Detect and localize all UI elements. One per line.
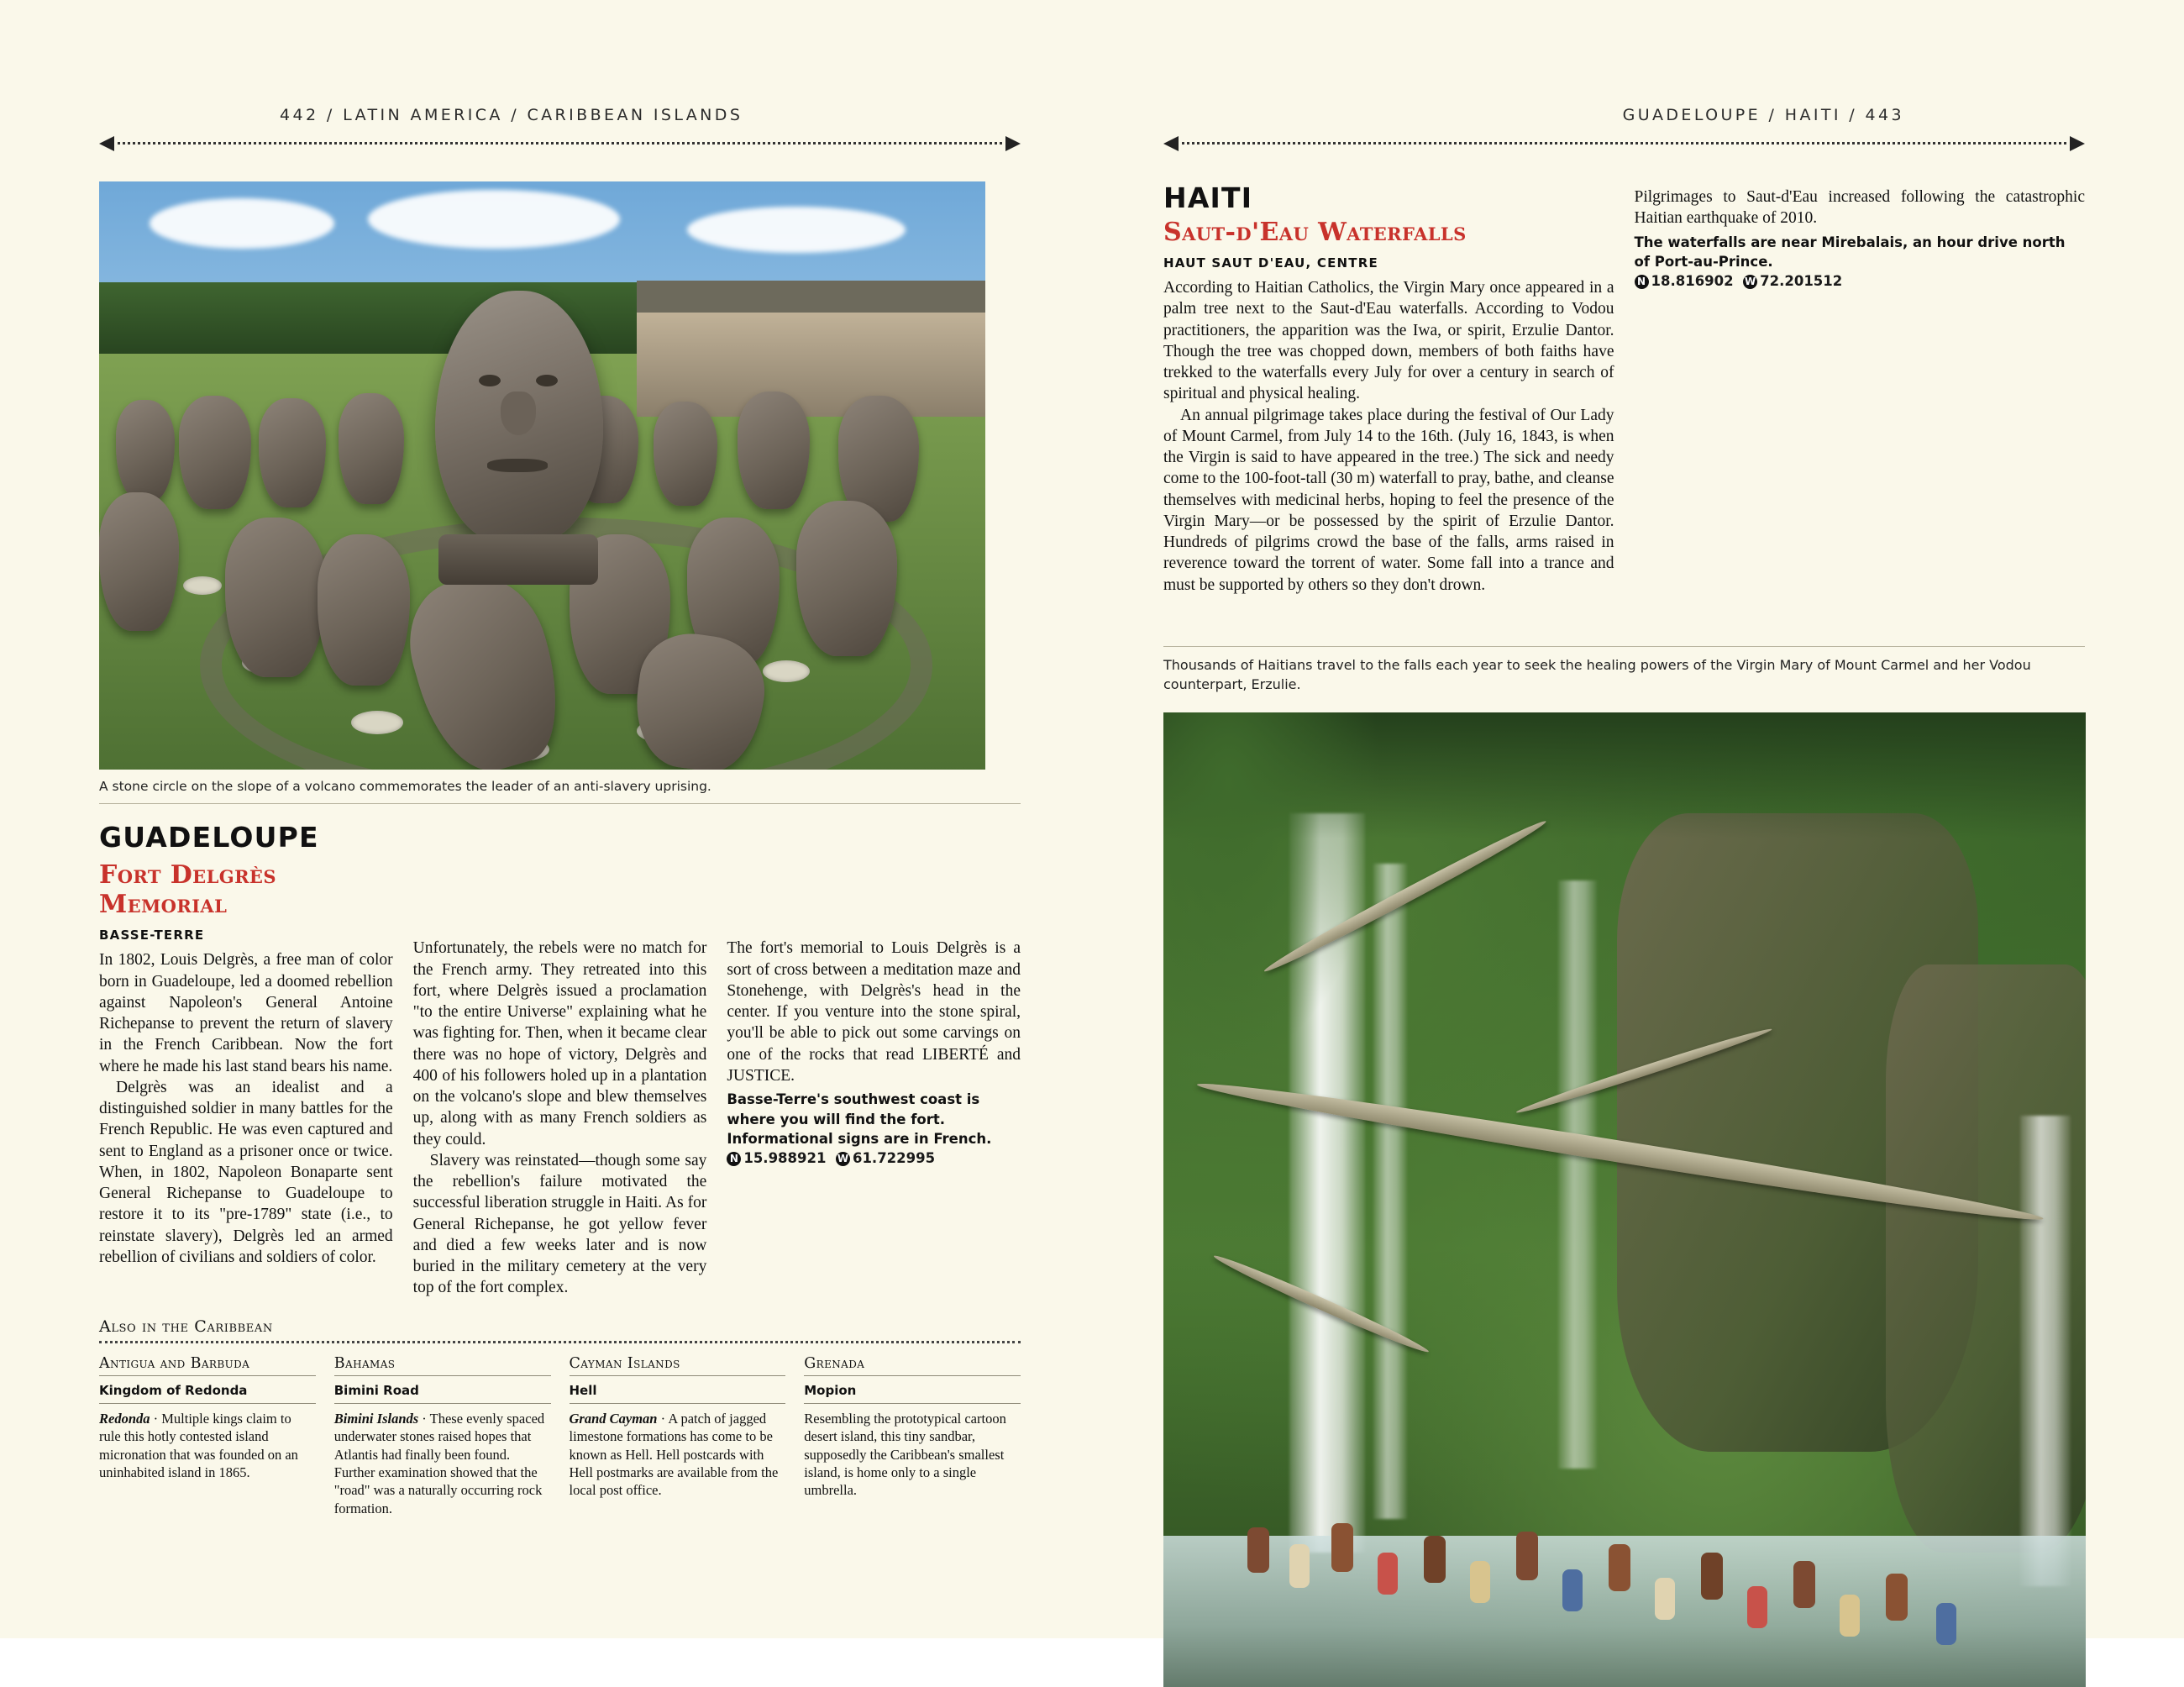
arrow-left-icon <box>1163 136 1179 151</box>
arrow-right-icon <box>2070 136 2085 151</box>
also-dotted-rule <box>99 1341 1021 1343</box>
body-paragraph: In 1802, Louis Delgrès, a free man of color born in Guadeloupe, led a doomed rebellion against Napoleon's General Antoine Richepanse to prevent the return of slavery in the French Caribbean. Now the fort where he made his last stand bears his name. <box>99 951 393 1075</box>
also-description <box>99 1410 316 1482</box>
body-paragraph: The fort's memorial to Louis Delgrès is a sort of cross between a meditation maze and Stonehenge, with Delgrès's head in the center. If you venture into the stone spiral, you'll be able to pick out some carvings on one of the rocks that read LIBERTÉ and JUSTICE. <box>727 939 1021 1085</box>
caption-rule <box>99 803 1021 804</box>
also-country-name: Antigua and Barbuda <box>99 1355 316 1376</box>
also-body: · Multiple kings claim to rule this hotly contested island micronation that was founded on an uninhabited island in 1865. <box>99 1410 298 1481</box>
also-lead: Bimini Islands <box>333 1410 419 1427</box>
right-page <box>1092 0 2184 1638</box>
saut-deau-waterfall-photo <box>1163 712 2086 1687</box>
entry-title-fort-delgres: Fort Delgrès Memorial <box>99 860 276 920</box>
header-rule-left <box>99 136 1021 158</box>
also-place-name: Bimini Road <box>334 1383 551 1404</box>
also-lead: Grand Cayman <box>569 1410 658 1427</box>
also-item-antigua <box>99 1355 316 1518</box>
coordinates-left <box>727 1150 1021 1166</box>
locality-haut-saut-deau: HAUT SAUT D'EAU, CENTRE <box>1163 255 1378 271</box>
left-column-3 <box>727 857 1021 1298</box>
also-country-name: Bahamas <box>334 1355 551 1376</box>
longitude-value: 72.201512 <box>1760 273 1843 290</box>
also-item-cayman <box>570 1355 786 1518</box>
body-paragraph-continued: Pilgrimages to Saut-d'Eau increased following the catastrophic Haitian earthquake of 2010. <box>1634 188 2085 228</box>
also-body: Resembling the prototypical cartoon desert island, this tiny sandbar, supposedly the Caribbean's smallest island, is home only to a single umbrella. <box>804 1410 1006 1499</box>
body-paragraph: Unfortunately, the rebels were no match for the French army. They retreated into this fort, where Delgrès issued a proclamation "to the entire Universe" explaining what he was fighting for. Then, when it became clear there was no hope of victory, Delgrès and 400 of his followers holed up in a plantation on the volcano's slope and blew themselves up, along with as many French soldiers as they could. <box>412 939 707 1148</box>
also-place-name: Mopion <box>804 1383 1021 1404</box>
dotted-rule <box>1182 142 2066 145</box>
latitude-value: 15.988921 <box>743 1150 827 1167</box>
page-title-guadeloupe: GUADELOUPE <box>99 821 319 854</box>
also-in-columns <box>99 1355 1021 1518</box>
latitude-pin-icon: N <box>727 1152 741 1166</box>
dotted-rule <box>118 142 1002 145</box>
header-rule-right <box>1163 136 2085 158</box>
arrow-left-icon <box>99 136 114 151</box>
fort-delgres-stone-circle-photo <box>99 181 985 770</box>
latitude-value: 18.816902 <box>1651 273 1734 290</box>
latitude-pin-icon: N <box>1635 275 1649 289</box>
also-country-name: Grenada <box>804 1355 1021 1376</box>
also-country-name: Cayman Islands <box>570 1355 786 1376</box>
also-place-name: Hell <box>570 1383 786 1404</box>
visit-info-note: Basse-Terre's southwest coast is where you will find the fort. Informational signs are in French. <box>727 1091 992 1148</box>
longitude-pin-icon: W <box>837 1153 849 1165</box>
running-head-left: 442 / LATIN AMERICA / CARIBBEAN ISLANDS <box>280 106 743 124</box>
coordinates-right <box>1635 273 2086 289</box>
entry-title-saut-deau: Saut-d'Eau Waterfalls <box>1163 218 1467 247</box>
right-column-2 <box>1635 181 2086 596</box>
right-photo-caption: Thousands of Haitians travel to the falls each year to seek the healing powers of the Virgin Mary of Mount Carmel and her Vodou counterpart, Erzulie. <box>1163 646 2085 694</box>
running-head-right: GUADELOUPE / HAITI / 443 <box>1622 106 1904 124</box>
body-paragraph: According to Haitian Catholics, the Virgin Mary once appeared in a palm tree next to the Saut-d'Eau waterfalls. According to Vodou practitioners, the apparition was the Iwa, or spirit, Erzulie Dantor. Though the tree was chopped down, members of both faiths have trekked to the waterfalls every July for over a century in search of spiritual and physical healing. <box>1163 279 1614 403</box>
also-item-grenada <box>804 1355 1021 1518</box>
longitude-pin-icon: W <box>1745 276 1756 288</box>
right-column-1 <box>1163 181 1614 596</box>
also-item-bahamas <box>334 1355 551 1518</box>
longitude-value: 61.722995 <box>852 1150 936 1167</box>
left-page <box>0 0 1092 1638</box>
also-in-caribbean-heading: Also in the Caribbean <box>99 1316 273 1336</box>
body-paragraph: Delgrès was an idealist and a distinguished soldier in many battles for the French Republic. He was even captured and sent to England as a prisoner once or twice. When, in 1802, Napoleon Bonaparte sent General Richepanse to Guadeloupe to restore it to its "pre-1789" state (i.e., to reinstate slavery), Delgrès led an armed rebellion of civilians and soldiers of color. <box>99 1078 393 1266</box>
left-column-1 <box>99 857 393 1298</box>
body-paragraph: Slavery was reinstated—though some say the rebellion's failure motivated the successful liberation struggle in Haiti. As for General Richepanse, he got yellow fever and died a few weeks later and is now buried in the military cemetery at the very top of the fort complex. <box>412 1151 707 1297</box>
visit-info-note: The waterfalls are near Mirebalais, an hour drive north of Port-au-Prince. <box>1634 234 2066 270</box>
locality-basse-terre: BASSE-TERRE <box>99 928 205 943</box>
also-body: · A patch of jagged limestone formations has come to be known as Hell. Hell postcards with Hell postmarks are available from the local post office. <box>569 1410 779 1499</box>
also-body: · These evenly spaced underwater stones raised hopes that Atlantis had finally been found. Further examination showed that the "road" was a naturally occurring rock formation. <box>333 1410 545 1516</box>
also-description <box>570 1410 786 1500</box>
arrow-right-icon <box>1005 136 1021 151</box>
also-description <box>804 1410 1021 1500</box>
body-paragraph: An annual pilgrimage takes place during the festival of Our Lady of Mount Carmel, from July 14 to the 16th. (July 16, 1843, is when the Virgin is said to have appeared in the tree.) The sick and needy come to the 100-foot-tall (30 m) waterfall to pray, bathe, and cleanse themselves with medicinal herbs, hoping to feel the presence of the Virgin Mary—or be possessed by the spirit of Erzulie Dantor. Hundreds of pilgrims crowd the base of the falls, arms raised in reverence toward the torrent of water. Some fall into a trance and must be supported by others so they don't drown. <box>1163 406 1614 594</box>
page-title-haiti: HAITI <box>1163 181 1253 214</box>
also-place-name: Kingdom of Redonda <box>99 1383 316 1404</box>
also-description <box>334 1410 551 1518</box>
also-lead: Redonda <box>99 1410 150 1427</box>
left-column-2 <box>413 857 707 1298</box>
left-photo-caption: A stone circle on the slope of a volcano commemorates the leader of an anti-slavery uprising. <box>99 779 711 794</box>
